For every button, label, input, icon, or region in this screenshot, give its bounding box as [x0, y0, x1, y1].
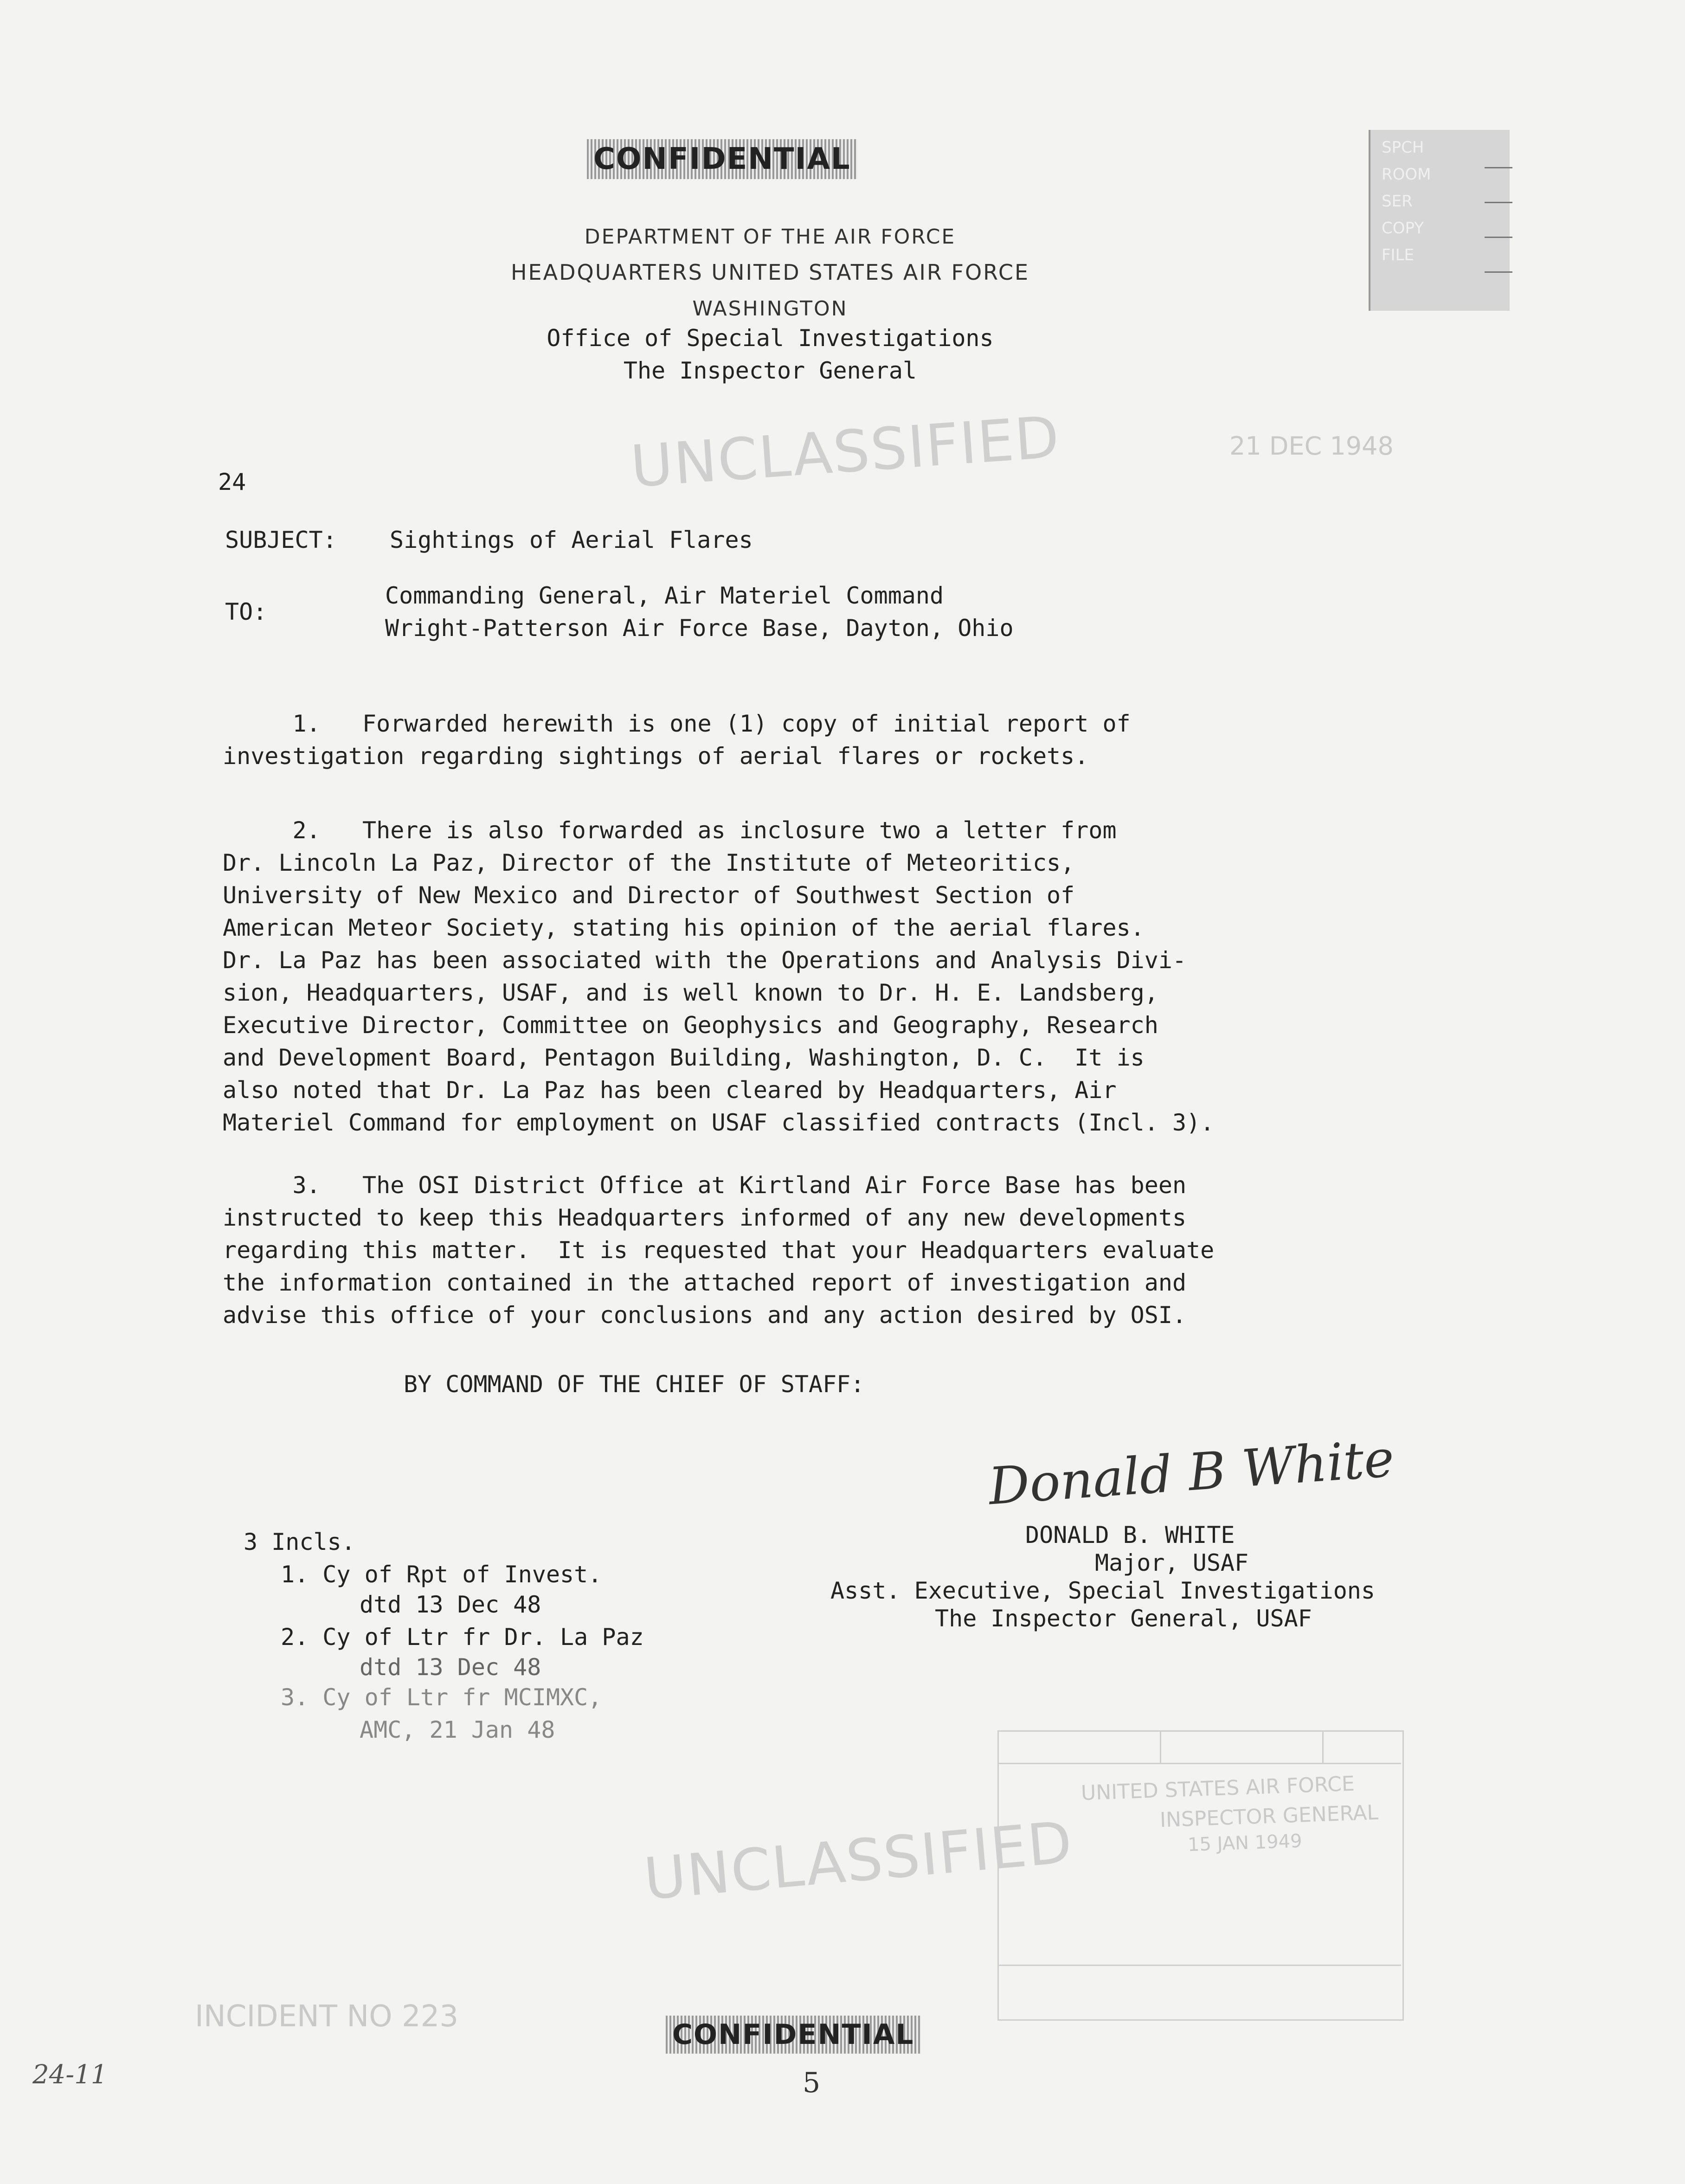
filing-stamp-line: SPCH	[1382, 138, 1424, 157]
paragraph-1: 1. Forwarded herewith is one (1) copy of initial report of investigation regarding sightings of aerial flares or rockets.	[223, 710, 1131, 770]
to-line-2: Wright-Patterson Air Force Base, Dayton, Ohio	[385, 615, 1014, 642]
received-stamp-date: 15 JAN 1949	[1187, 1830, 1303, 1856]
received-stamp-line-1: UNITED STATES AIR FORCE	[1080, 1772, 1355, 1805]
filing-stamp-line: COPY	[1382, 219, 1424, 238]
signer-title-2: The Inspector General, USAF	[935, 1605, 1312, 1632]
signer-rank: Major, USAF	[1095, 1549, 1249, 1576]
to-line-1: Commanding General, Air Materiel Command	[385, 582, 944, 609]
filing-stamp	[1369, 130, 1510, 311]
letterhead-city: WASHINGTON	[692, 297, 848, 321]
inclosures-heading: 3 Incls.	[244, 1529, 355, 1555]
letterhead-department: DEPARTMENT OF THE AIR FORCE	[584, 225, 956, 249]
classification-stamp-top: CONFIDENTIAL	[587, 139, 857, 179]
received-stamp-row	[997, 1730, 1401, 1764]
handwritten-signature: Donald B White	[986, 1428, 1396, 1516]
letterhead-headquarters: HEADQUARTERS UNITED STATES AIR FORCE	[510, 260, 1030, 285]
letterhead-inspector: The Inspector General	[623, 357, 917, 384]
filing-stamp-line: ROOM	[1382, 165, 1431, 184]
filing-stamp-line: SER	[1382, 192, 1413, 211]
command-line: BY COMMAND OF THE CHIEF OF STAFF:	[404, 1371, 865, 1398]
margin-note: 24-11	[32, 2060, 108, 2090]
unclassified-stamp-top: UNCLASSIFIED	[628, 404, 1062, 501]
inclosure-item-3: 3. Cy of Ltr fr MCIMXC,	[281, 1684, 602, 1711]
inclosure-item-1: 1. Cy of Rpt of Invest.	[281, 1561, 602, 1588]
received-stamp-row	[997, 1965, 1401, 1966]
received-stamp-line-2: INSPECTOR GENERAL	[1159, 1800, 1379, 1832]
page-number: 5	[803, 2067, 821, 2099]
classification-stamp-bottom: CONFIDENTIAL	[666, 2016, 921, 2054]
signer-title-1: Asst. Executive, Special Investigations	[830, 1577, 1375, 1604]
unclassified-stamp-bottom: UNCLASSIFIED	[641, 1809, 1076, 1913]
date-stamp: 21 DEC 1948	[1229, 431, 1394, 461]
inclosure-item-3-date: AMC, 21 Jan 48	[360, 1716, 555, 1743]
paragraph-2: 2. There is also forwarded as inclosure two a letter from Dr. Lincoln La Paz, Director of the Institute of Meteoritics, University of New Mexico and Director of Southwest Section of American Meteor Society, stating his opinion of the aerial flares. Dr. La Paz has been associated with the Operations and Analysis Divi- sion, Headquarters, USAF, and is well known to Dr. H. E. Landsberg, Executive Director, Committee on Geophysics and Geography, Research and Development Board, Pentagon Building, Washington, D. C. It is also noted that Dr. La Paz has been cleared by Headquarters, Air Materiel Command for employment on USAF classified contracts (Incl. 3).	[223, 817, 1215, 1136]
subject-text: Sightings of Aerial Flares	[390, 527, 753, 553]
filing-stamp-line: FILE	[1382, 246, 1415, 264]
paragraph-3: 3. The OSI District Office at Kirtland Air Force Base has been instructed to keep this Headquarters informed of any new developments regarding this matter. It is requested that your Headquarters evaluate the information contained in the attached report of investigation and advise this office of your conclusions and any action desired by OSI.	[223, 1172, 1215, 1329]
incident-number: INCIDENT NO 223	[195, 1999, 459, 2034]
inclosure-item-2-date: dtd 13 Dec 48	[360, 1654, 541, 1681]
received-stamp-divider	[1160, 1730, 1161, 1763]
inclosure-item-1-date: dtd 13 Dec 48	[360, 1591, 541, 1618]
received-stamp-divider	[1322, 1730, 1324, 1763]
signer-name: DONALD B. WHITE	[1025, 1522, 1235, 1548]
to-label: TO:	[225, 598, 267, 625]
inclosure-item-2: 2. Cy of Ltr fr Dr. La Paz	[281, 1624, 644, 1651]
letterhead-office: Office of Special Investigations	[547, 325, 994, 352]
subject-label: SUBJECT:	[225, 527, 337, 553]
memo-number: 24	[218, 469, 246, 495]
